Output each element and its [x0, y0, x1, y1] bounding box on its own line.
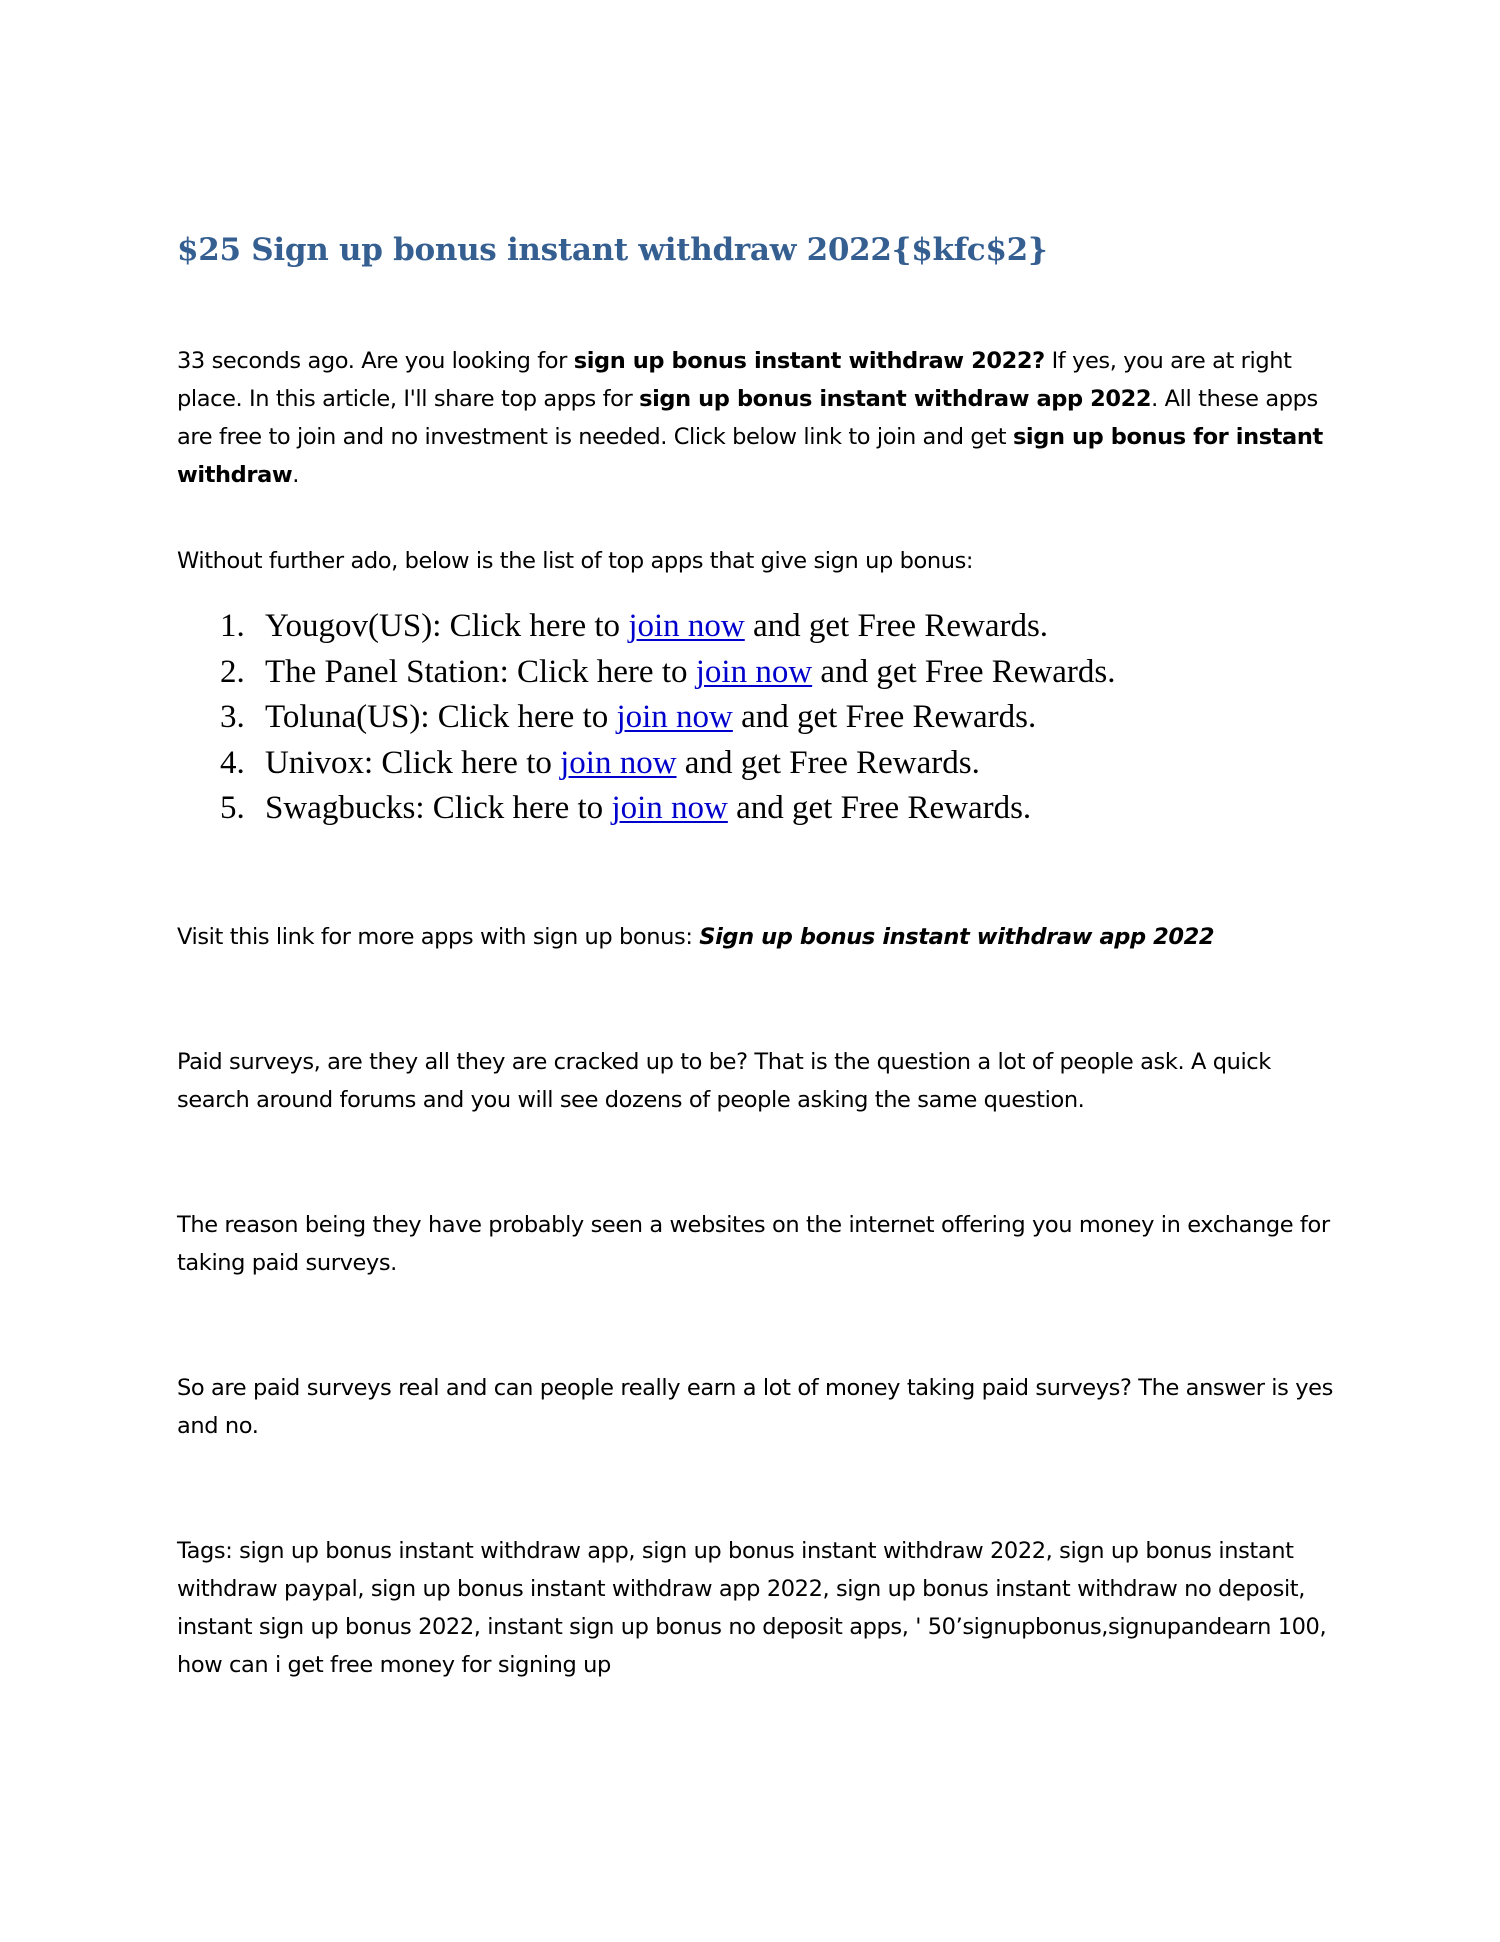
list-number: 3.: [220, 699, 245, 735]
list-item: [177, 650, 1116, 696]
join-now-link[interactable]: join now: [695, 653, 813, 690]
list-number: 1.: [220, 608, 245, 644]
tags-paragraph: Tags: sign up bonus instant withdraw app, sign up bonus instant withdraw 2022, sign up bonus instant withdraw paypal, sign up bonus instant withdraw app 2022, sign up bonus instant withdraw no deposit, instant sign up bonus 2022, instant sign up bonus no deposit apps, ' 50’signupbonus,signupandearn 100, how can i get free money for signing up: [177, 1538, 1327, 1678]
intro-text-1: 33 seconds ago. Are you looking for: [177, 348, 574, 374]
app-text: Toluna(US): Click here to: [265, 699, 617, 735]
intro-bold-1: sign up bonus instant withdraw 2022?: [573, 348, 1045, 374]
list-number: 2.: [220, 653, 245, 690]
answer-paragraph: So are paid surveys real and can people really earn a lot of money taking paid surveys? The answer is yes and no.: [177, 1375, 1333, 1439]
list-number: 4.: [220, 744, 245, 781]
list-item: [177, 741, 1116, 787]
intro-text-3: . All these apps are free to join and no investment is needed. Click below link to join and get: [177, 386, 1318, 450]
list-item: [177, 786, 1116, 832]
paid-surveys-paragraph: Paid surveys, are they all they are cracked up to be? That is the question a lot of people ask. A quick search around forums and you will see dozens of people asking the same question.: [177, 1049, 1271, 1113]
app-text: Yougov(US): Click here to: [265, 608, 629, 644]
list-intro: Without further ado, below is the list of top apps that give sign up bonus:: [177, 548, 974, 574]
join-now-link[interactable]: join now: [611, 790, 728, 826]
join-now-link[interactable]: join now: [560, 744, 677, 781]
app-text-after: and get Free Rewards.: [732, 699, 1037, 735]
app-text: The Panel Station: Click here to: [265, 653, 696, 690]
intro-bold-2: sign up bonus instant withdraw app 2022: [639, 386, 1152, 412]
apps-list: [177, 604, 1116, 832]
intro-bold-3: sign up bonus for instant withdraw: [177, 424, 1323, 488]
list-item: [177, 604, 1116, 650]
app-text-after: and get Free Rewards.: [676, 744, 980, 781]
more-apps-link[interactable]: Sign up bonus instant withdraw app 2022: [699, 924, 1215, 950]
app-text: Univox: Click here to: [265, 744, 561, 781]
join-now-link[interactable]: join now: [628, 608, 745, 644]
list-number: 5.: [220, 790, 245, 826]
article-title: $25 Sign up bonus instant withdraw 2022{$kfc$2}: [177, 232, 1048, 268]
join-now-link[interactable]: join now: [616, 699, 733, 735]
app-text-after: and get Free Rewards.: [727, 790, 1032, 826]
reason-paragraph: The reason being they have probably seen a websites on the internet offering you money in exchange for taking paid surveys.: [177, 1212, 1330, 1276]
visit-paragraph: [177, 918, 1337, 956]
app-text-after: and get Free Rewards.: [744, 608, 1049, 644]
intro-paragraph: [177, 342, 1337, 494]
intro-text-2: If yes, you are at right place. In this article, I'll share top apps for: [177, 348, 1292, 412]
list-item: [177, 695, 1116, 741]
app-text-after: and get Free Rewards.: [812, 653, 1116, 690]
app-text: Swagbucks: Click here to: [265, 790, 612, 826]
visit-text: Visit this link for more apps with sign up bonus:: [177, 924, 700, 950]
intro-text-4: .: [292, 462, 300, 488]
